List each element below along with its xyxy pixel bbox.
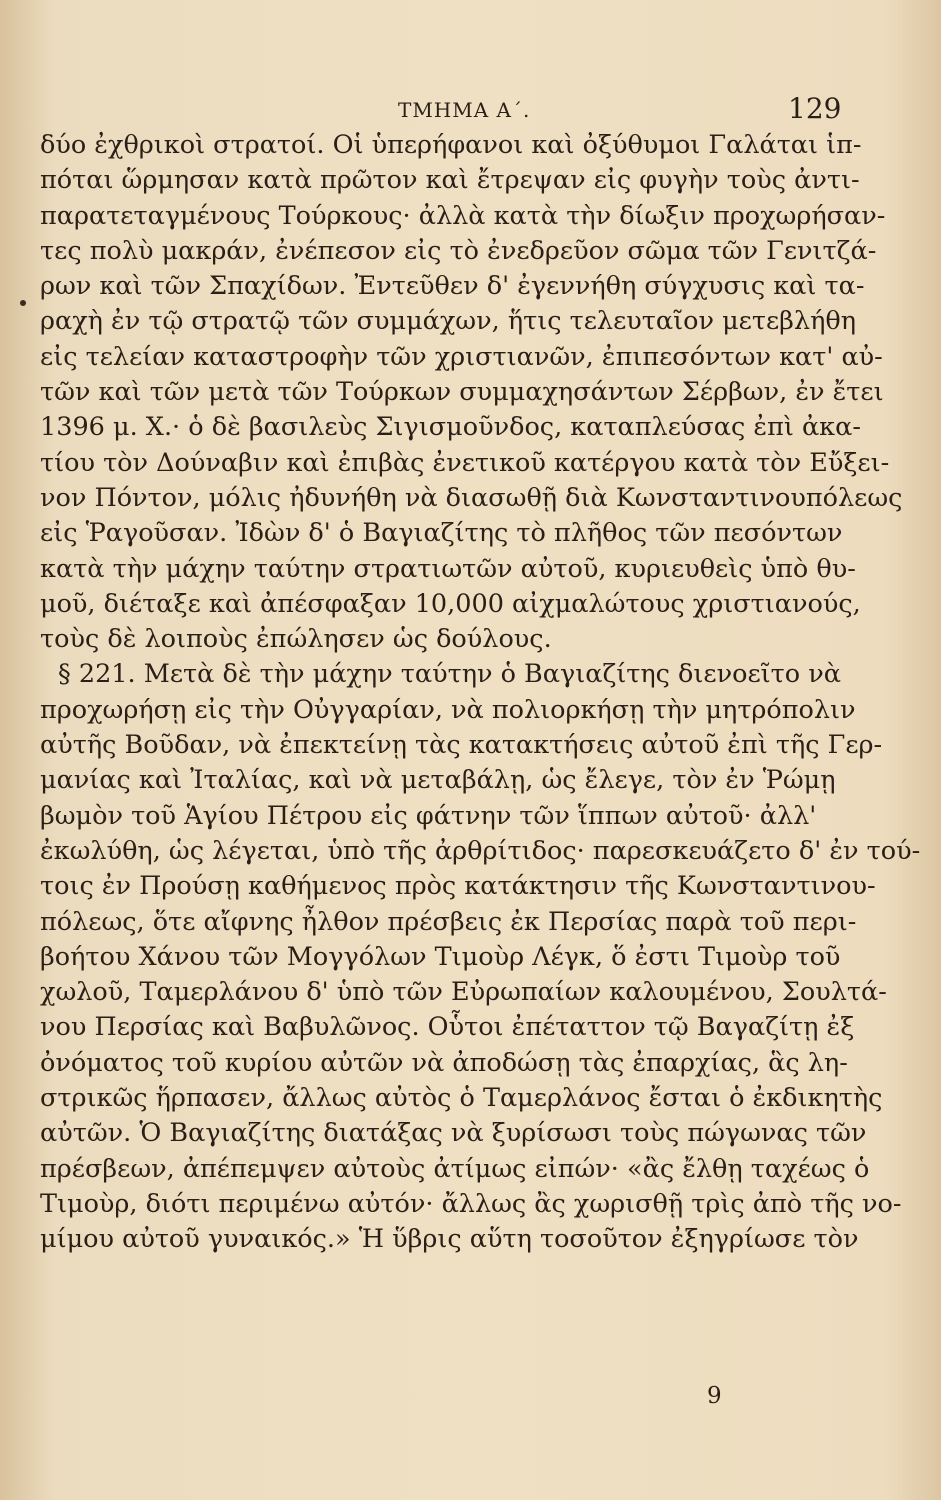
text-line: βοήτου Χάνου τῶν Μογγόλων Τιμοὺρ Λέγκ, ὅ ἐστι Τιμοὺρ τοῦ [40, 941, 841, 972]
paragraph-2-section-221 [40, 657, 921, 1257]
text-line: μανίας καὶ Ἰταλίας, καὶ νὰ μεταβάλῃ, ὡς ἔλεγε, τὸν ἐν Ῥώμῃ [40, 765, 836, 796]
text-line: τίου τὸν Δούναβιν καὶ ἐπιβὰς ἐνετικοῦ κατέργου κατὰ τὸν Εὔξει- [40, 447, 890, 478]
text-line: αὐτῆς Βοῦδαν, νὰ ἐπεκτείνῃ τὰς κατακτήσεις αὐτοῦ ἐπὶ τῆς Γερ- [40, 730, 883, 761]
text-line: νου Περσίας καὶ Βαβυλῶνος. Οὗτοι ἐπέταττον τῷ Βαγαζίτῃ ἐξ [40, 1012, 855, 1043]
running-title: ΤΜΗΜΑ Α΄. [398, 98, 531, 122]
text-line: προχωρήσῃ εἰς τὴν Οὐγγαρίαν, νὰ πολιορκήσῃ τὴν μητρόπολιν [40, 694, 856, 725]
text-line: παρατεταγμένους Τούρκους· ἀλλὰ κατὰ τὴν δίωξιν προχωρήσαν- [40, 200, 886, 231]
page-header [0, 92, 941, 132]
text-line: τῶν καὶ τῶν μετὰ τῶν Τούρκων συμμαχησάντων Σέρβων, ἐν ἔτει [40, 377, 884, 408]
text-line: αὐτῶν. Ὁ Βαγιαζίτης διατάξας νὰ ξυρίσωσι τοὺς πώγωνας τῶν [40, 1118, 867, 1149]
text-line: δύο ἐχθρικοὶ στρατοί. Οἱ ὑπερήφανοι καὶ ὀξύθυμοι Γαλάται ἱπ- [40, 130, 862, 160]
body-text [40, 128, 921, 1258]
text-line: 1396 μ. Χ.· ὁ δὲ βασιλεὺς Σιγισμοῦνδος, καταπλεύσας ἐπὶ ἀκα- [40, 412, 861, 443]
text-line: τες πολὺ μακράν, ἐνέπεσον εἰς τὸ ἐνεδρεῦον σῶμα τῶν Γενιτζά- [40, 235, 877, 266]
text-line: κατὰ τὴν μάχην ταύτην στρατιωτῶν αὐτοῦ, κυριευθεὶς ὑπὸ θυ- [40, 553, 856, 584]
text-line: εἰς Ῥαγοῦσαν. Ἰδὼν δ' ὁ Βαγιαζίτης τὸ πλῆθος τῶν πεσόντων [40, 518, 843, 549]
text-line: χωλοῦ, Ταμερλάνου δ' ὑπὸ τῶν Εὐρωπαίων καλουμένου, Σουλτά- [40, 977, 887, 1008]
text-line: ὀνόματος τοῦ κυρίου αὐτῶν νὰ ἀποδώσῃ τὰς ἐπαρχίας, ἃς λη- [40, 1047, 848, 1078]
paragraph-1 [40, 128, 903, 657]
text-line: μοῦ, διέταξε καὶ ἀπέσφαξαν 10,000 αἰχμαλώτους χριστιανούς, [40, 588, 861, 619]
text-line: ραχὴ ἐν τῷ στρατῷ τῶν συμμάχων, ἥτις τελευταῖον μετεβλήθη [40, 306, 856, 337]
text-line: πόται ὥρμησαν κατὰ πρῶτον καὶ ἔτρεψαν εἰς φυγὴν τοὺς ἀντι- [40, 165, 860, 196]
text-line: τοις ἐν Προύσῃ καθήμενος πρὸς κατάκτησιν τῆς Κωνσταντινου- [40, 871, 876, 902]
text-line: πόλεως, ὅτε αἴφνης ἦλθον πρέσβεις ἐκ Περσίας παρὰ τοῦ περι- [40, 906, 857, 937]
signature-mark: 9 [707, 1383, 722, 1409]
margin-ink-dot [20, 300, 26, 306]
text-line: βωμὸν τοῦ Ἁγίου Πέτρου εἰς φάτνην τῶν ἵππων αὐτοῦ· ἀλλ' [40, 800, 817, 831]
text-line: πρέσβεων, ἀπέπεμψεν αὐτοὺς ἀτίμως εἰπών· «ἂς ἔλθῃ ταχέως ὁ [40, 1153, 870, 1184]
text-line: στρικῶς ἥρπασεν, ἄλλως αὐτὸς ὁ Ταμερλάνος ἔσται ὁ ἐκδικητὴς [40, 1083, 883, 1114]
text-line: Τιμοὺρ, διότι περιμένω αὐτόν· ἄλλως ἂς χωρισθῇ τρὶς ἀπὸ τῆς νο- [40, 1188, 902, 1219]
text-line: τοὺς δὲ λοιποὺς ἐπώλησεν ὡς δούλους. [40, 624, 552, 655]
text-line: νον Πόντον, μόλις ἠδυνήθη νὰ διασωθῇ διὰ Κωνσταντινουπόλεως [40, 482, 903, 513]
page-number: 129 [788, 92, 842, 125]
text-line: μίμου αὐτοῦ γυναικός.» Ἡ ὕβρις αὕτη τοσοῦτον ἐξηγρίωσε τὸν [40, 1224, 859, 1255]
text-line: εἰς τελείαν καταστροφὴν τῶν χριστιανῶν, ἐπιπεσόντων κατ' αὐ- [40, 341, 883, 372]
text-line: ἐκωλύθη, ὡς λέγεται, ὑπὸ τῆς ἀρθρίτιδος· παρεσκευάζετο δ' ἐν τού- [40, 835, 921, 866]
text-line: § 221. Μετὰ δὲ τὴν μάχην ταύτην ὁ Βαγιαζίτης διενοεῖτο νὰ [58, 659, 841, 690]
text-line: ρων καὶ τῶν Σπαχίδων. Ἐντεῦθεν δ' ἐγεννήθη σύγχυσις καὶ τα- [40, 271, 865, 302]
